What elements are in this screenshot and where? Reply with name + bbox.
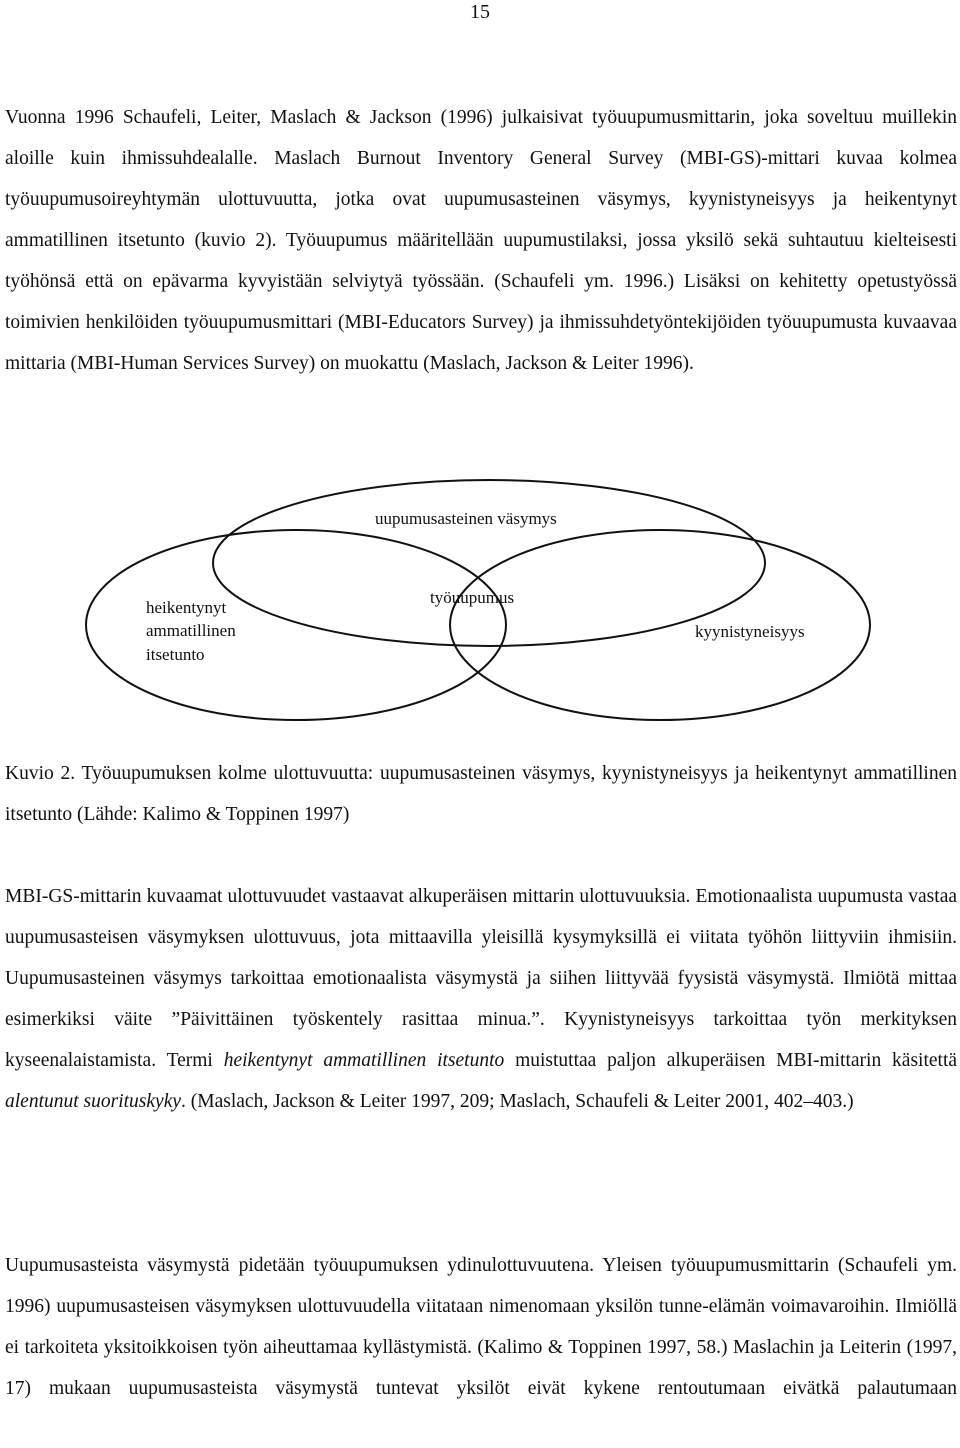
figure-caption: Kuvio 2. Työuupumuksen kolme ulottuvuutta: uupumusasteinen väsymys, kyynistyneisyys ja heikentynyt ammatillinen itsetunto (Lähde: Kalimo & Toppinen 1997) <box>5 763 957 825</box>
paragraph-intro: Vuonna 1996 Schaufeli, Leiter, Maslach & Jackson (1996) julkaisivat työuupumusmittarin, joka soveltuu muillekin aloille kuin ihmissuhdealalle. Maslach Burnout Inventory General Survey (MBI-GS)-mittari kuvaa kolmea työuupumusoireyhtymän ulottuvuutta, jotka ovat uupumusasteinen väsymys, kyynistyneisyys ja heikentynyt ammatillinen itsetunto (kuvio 2). Työuupumus määritellään uupumustilaksi, jossa yksilö sekä suhtautuu kielteisesti työhönsä että on epävarma kyvyistään selviytyä työssään. (Schaufeli ym. 1996.) Lisäksi on kehitetty opetustyössä toimivien henkilöiden työuupumusmittari (MBI-Educators Survey) ja ihmissuhdetyöntekijöiden työuupumusta kuvaavaa mittaria (MBI-Human Services Survey) on muokattu (Maslach, Jackson & Leiter 1996). <box>5 107 957 374</box>
paragraph-dimensions-text-3: . (Maslach, Jackson & Leiter 1997, 209; Maslach, Schaufeli & Leiter 2001, 402–403.) <box>181 1091 854 1112</box>
term-reduced-performance: alentunut suorituskyky <box>5 1091 182 1112</box>
label-burnout: työuupumus <box>430 588 515 607</box>
label-reduced-efficacy-3: itsetunto <box>146 645 205 664</box>
paragraph-dimensions-text-2: muistuttaa paljon alkuperäisen MBI-mittarin käsitettä <box>504 1050 958 1071</box>
paragraph-dimensions <box>5 876 957 1122</box>
label-exhaustion: uupumusasteinen väsymys <box>375 509 557 528</box>
paragraph-dimensions-text-1: MBI-GS-mittarin kuvaamat ulottuvuudet vastaavat alkuperäisen mittarin ulottuvuuksia. Emotionaalista uupumusta vastaa uupumusasteisen väsymyksen ulottuvuus, jota mittaavilla yleisillä kysymyksillä ei viitata työhön liittyviin ihmisiin. Uupumusasteinen väsymys tarkoittaa emotionaalista väsymystä ja siihen liittyvää fyysistä väsymystä. Ilmiötä mittaa esimerkiksi väite ”Päivittäinen työskentely rasittaa minua.”. Kyynistyneisyys tarkoittaa työn merkityksen kyseenalaistamista. Termi <box>5 886 957 1071</box>
page-number: 15 <box>470 1 490 23</box>
label-reduced-efficacy-2: ammatillinen <box>146 621 236 640</box>
paragraph-core-dimension: Uupumusasteista väsymystä pidetään työuupumuksen ydinulottuvuutena. Yleisen työuupumusmittarin (Schaufeli ym. 1996) uupumusasteisen väsymyksen ulottuvuudella viitataan nimenomaan yksilön tunne-elämän voimavaroihin. Ilmiöllä ei tarkoiteta yksitoikkoisen työn aiheuttamaa kyllästymistä. (Kalimo & Toppinen 1997, 58.) Maslachin ja Leiterin (1997, 17) mukaan uupumusasteista väsymystä tuntevat yksilöt eivät kykene rentoutumaan eivätkä palautumaan <box>5 1255 957 1399</box>
ellipse-cynicism <box>450 530 870 720</box>
ellipse-exhaustion <box>213 480 765 646</box>
term-reduced-efficacy: heikentynyt ammatillinen itsetunto <box>223 1050 505 1071</box>
label-cynicism: kyynistyneisyys <box>695 622 805 641</box>
label-reduced-efficacy-1: heikentynyt <box>146 598 227 617</box>
venn-diagram <box>0 470 960 730</box>
